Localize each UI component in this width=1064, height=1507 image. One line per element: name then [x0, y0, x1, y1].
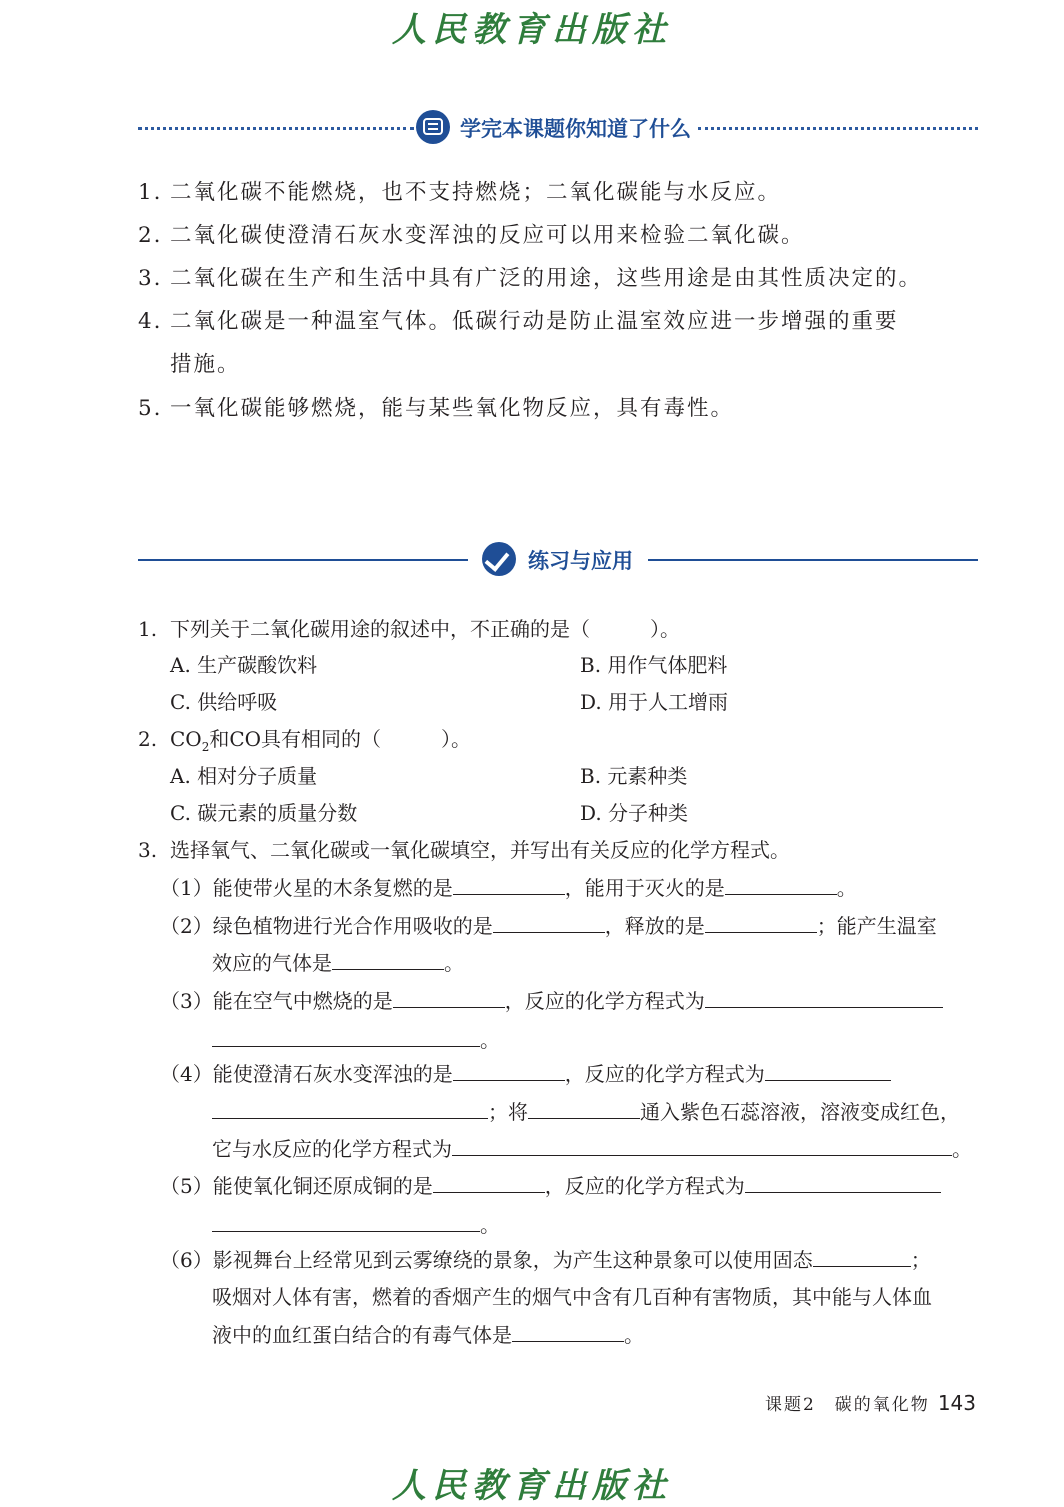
dotted-rule-right — [698, 127, 978, 130]
equation-blank[interactable] — [765, 1058, 891, 1081]
q3-part-3-cont: 。 — [212, 1024, 500, 1055]
book-icon — [416, 110, 450, 144]
q2-option-c: C. 碳元素的质量分数 — [170, 801, 358, 825]
q3-part-3: （3）能在空气中燃烧的是 ，反应的化学方程式为 — [160, 985, 943, 1016]
q2-option-a: A. 相对分子质量 — [170, 764, 318, 788]
q3-part-6: （6）影视舞台上经常见到云雾缭绕的景象，为产生这种景象可以使用固态 ； — [160, 1244, 931, 1275]
summary-item: 3. 二氧化碳在生产和生活中具有广泛的用途，这些用途是由其性质决定的。 — [138, 266, 923, 291]
q3-part-1: （1）能使带火星的木条复燃的是 ，能用于灭火的是 。 — [160, 872, 857, 903]
question-1: 1. 下列关于二氧化碳用途的叙述中，不正确的是（ ）。 — [138, 617, 680, 641]
equation-blank[interactable] — [452, 1133, 952, 1156]
summary-item: 5. 一氧化碳能够燃烧，能与某些氧化物反应，具有毒性。 — [138, 396, 735, 421]
rule-left — [138, 559, 468, 561]
answer-blank[interactable] — [393, 985, 505, 1008]
answer-blank[interactable] — [433, 1170, 545, 1193]
q3-part-4: （4）能使澄清石灰水变浑浊的是 ，反应的化学方程式为 — [160, 1058, 891, 1089]
summary-item: 2. 二氧化碳使澄清石灰水变浑浊的反应可以用来检验二氧化碳。 — [138, 223, 805, 248]
q2-option-b: B. 元素种类 — [580, 764, 688, 788]
page-footer — [765, 1390, 976, 1415]
answer-blank[interactable] — [725, 872, 837, 895]
answer-blank[interactable] — [705, 910, 817, 933]
exercise-title: 练习与应用 — [528, 549, 633, 573]
checkmark-icon — [482, 542, 516, 576]
answer-blank[interactable] — [493, 910, 605, 933]
summary-item: 1. 二氧化碳不能燃烧，也不支持燃烧；二氧化碳能与水反应。 — [138, 180, 782, 205]
q3-part-2: （2）绿色植物进行光合作用吸收的是 ，释放的是 ；能产生温室 — [160, 910, 937, 941]
dotted-rule-left — [138, 127, 414, 130]
rule-right — [648, 559, 978, 561]
question-3: 3. 选择氧气、二氧化碳或一氧化碳填空，并写出有关反应的化学方程式。 — [138, 838, 790, 862]
q1-option-b: B. 用作气体肥料 — [580, 653, 728, 677]
answer-blank[interactable] — [813, 1244, 911, 1267]
q3-part-4-cont: ；将 通入紫色石蕊溶液，溶液变成红色， — [212, 1096, 960, 1127]
answer-blank[interactable] — [453, 1058, 565, 1081]
equation-blank[interactable] — [745, 1170, 941, 1193]
exercise-header — [138, 540, 978, 580]
equation-blank[interactable] — [212, 1096, 488, 1119]
q3-part-6-cont2: 液中的血红蛋白结合的有毒气体是 。 — [212, 1319, 644, 1350]
answer-blank[interactable] — [332, 947, 444, 970]
q2-option-d: D. 分子种类 — [580, 801, 689, 825]
publisher-logo-top: 人民教育出版社 — [392, 10, 672, 50]
q3-part-6-cont: 吸烟对人体有害，燃着的香烟产生的烟气中含有几百种有害物质，其中能与人体血 — [212, 1285, 932, 1309]
q1-option-c: C. 供给呼吸 — [170, 690, 278, 714]
q1-option-a: A. 生产碳酸饮料 — [170, 653, 318, 677]
summary-title: 学完本课题你知道了什么 — [460, 117, 691, 141]
answer-blank[interactable] — [453, 872, 565, 895]
equation-blank[interactable] — [212, 1209, 480, 1232]
summary-header — [138, 108, 978, 148]
publisher-logo-bottom: 人民教育出版社 — [392, 1466, 672, 1506]
answer-blank[interactable] — [528, 1096, 640, 1119]
q1-option-d: D. 用于人工增雨 — [580, 690, 729, 714]
page-number: 143 — [937, 1391, 976, 1415]
q3-part-2-cont: 效应的气体是 。 — [212, 947, 464, 978]
summary-item: 4. 二氧化碳是一种温室气体。低碳行动是防止温室效应进一步增强的重要 — [138, 309, 899, 334]
q3-part-5: （5）能使氧化铜还原成铜的是 ，反应的化学方程式为 — [160, 1170, 941, 1201]
question-2: 2. $CO_2$和CO具有相同的（ ）。 — [138, 727, 472, 754]
equation-blank[interactable] — [705, 985, 943, 1008]
chapter-label: 课题2 碳的氧化物 — [764, 1395, 930, 1415]
q3-part-4-cont2: 它与水反应的化学方程式为 。 — [212, 1133, 972, 1164]
answer-blank[interactable] — [512, 1319, 624, 1342]
q3-part-5-cont: 。 — [212, 1209, 500, 1240]
summary-item-continued: 措施。 — [170, 352, 241, 377]
equation-blank[interactable] — [212, 1024, 480, 1047]
